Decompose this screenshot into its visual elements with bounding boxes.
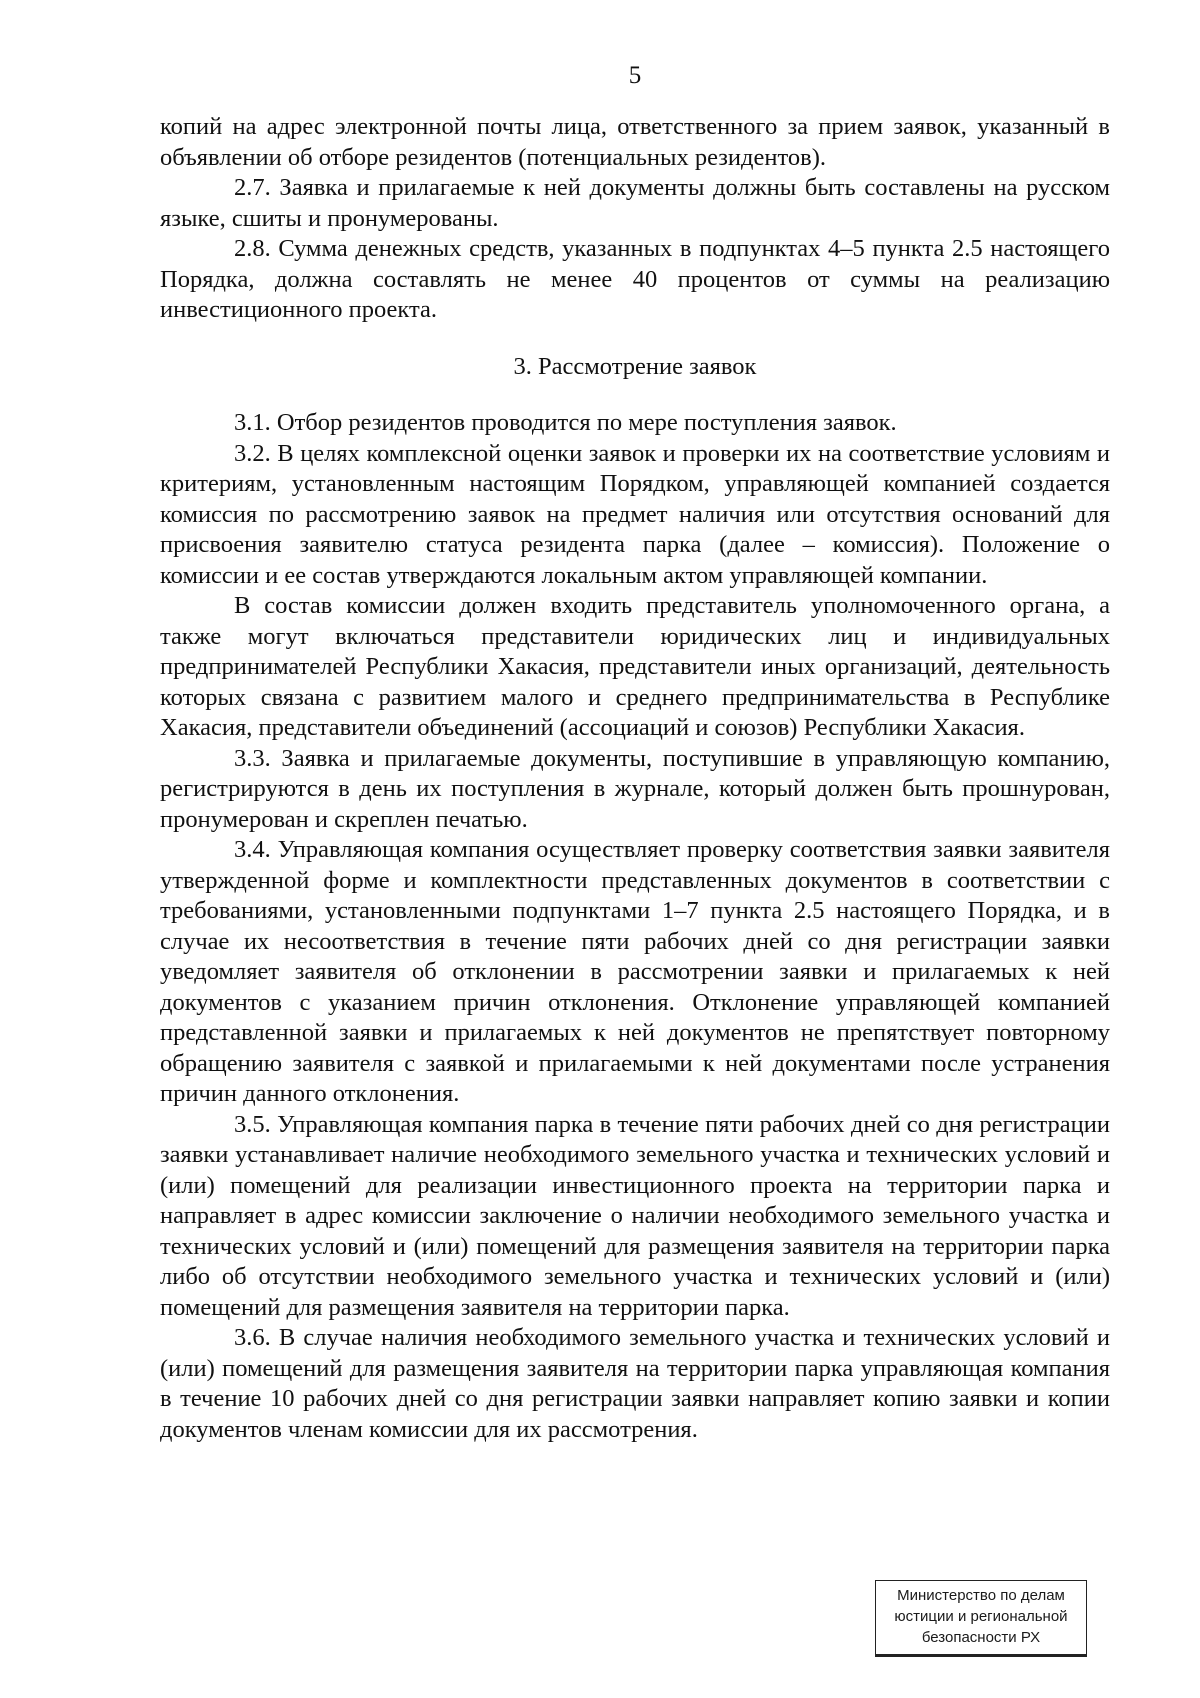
paragraph: 3.5. Управляющая компания парка в течение пяти рабочих дней со дня регистрации заявки устанавливает наличие необходимого земельного участка и технических условий и (или) помещений для реализации инвестиционного проекта на территории парка и направляет в адрес комиссии заключение о наличии необходимого земельного участка и технических условий и (или) помещений для размещения заявителя на территории парка либо об отсутствии необходимого земельного участка и технических условий и (или) помещений для размещения заявителя на территории парка. <box>160 1110 1110 1321</box>
stamp-line: юстиции и региональной <box>894 1608 1068 1625</box>
page-number: 5 <box>628 62 642 89</box>
paragraphs-section-3 <box>160 408 1110 1445</box>
paragraph: 2.7. Заявка и прилагаемые к ней документы должны быть составлены на русском языке, сшиты и пронумерованы. <box>160 174 1110 232</box>
paragraph: копий на адрес электронной почты лица, ответственного за прием заявок, указанный в объявлении об отборе резидентов (потенциальных резидентов). <box>160 113 1110 171</box>
paragraph: 2.8. Сумма денежных средств, указанных в подпунктах 4–5 пункта 2.5 настоящего Порядка, должна составлять не менее 40 процентов от суммы на реализацию инвестиционного проекта. <box>160 235 1110 323</box>
stamp-line: безопасности РХ <box>921 1629 1041 1646</box>
ministry-stamp <box>875 1580 1087 1657</box>
paragraph: 3.1. Отбор резидентов проводится по мере поступления заявок. <box>234 409 897 436</box>
document-body <box>160 112 1110 1445</box>
paragraph: 3.2. В целях комплексной оценки заявок и проверки их на соответствие условиям и критериям, установленным настоящим Порядком, управляющей компанией создается комиссия по рассмотрению заявок на предмет наличия или отсутствия оснований для присвоения заявителю статуса резидента парка (далее – комиссия). Положение о комиссии и ее состав утверждаются локальным актом управляющей компании. <box>160 439 1110 589</box>
paragraph: 3.6. В случае наличия необходимого земельного участка и технических условий и (или) помещений для размещения заявителя на территории парка управляющая компания в течение 10 рабочих дней со дня регистрации заявки направляет копию заявки и копии документов членам комиссии для их рассмотрения. <box>160 1324 1110 1443</box>
paragraph: 3.4. Управляющая компания осуществляет проверку соответствия заявки заявителя утвержденной форме и комплектности представленных документов в соответствии с требованиями, установленными подпунктами 1–7 пункта 2.5 настоящего Порядка, и в случае их несоответствия в течение пяти рабочих дней со дня регистрации заявки уведомляет заявителя об отклонении в рассмотрении заявки и прилагаемых к ней документов с указанием причин отклонения. Отклонение управляющей компанией представленной заявки и прилагаемых к ней документов не препятствует повторному обращению заявителя с заявкой и прилагаемыми к ней документами после устранения причин данного отклонения. <box>160 836 1110 1107</box>
paragraphs-section-2 <box>160 112 1110 326</box>
section-heading: 3. Рассмотрение заявок <box>513 352 757 380</box>
stamp-line: Министерство по делам <box>897 1587 1065 1604</box>
paragraph: В состав комиссии должен входить представитель уполномоченного органа, а также могут включаться представители юридических лиц и индивидуальных предпринимателей Республики Хакасия, представители иных организаций, деятельность которых связана с развитием малого и среднего предпринимательства в Республике Хакасия, представители объединений (ассоциаций и союзов) Республики Хакасия. <box>160 592 1110 741</box>
paragraph: 3.3. Заявка и прилагаемые документы, поступившие в управляющую компанию, регистрируются в день их поступления в журнале, который должен быть прошнурован, пронумерован и скреплен печатью. <box>160 744 1110 833</box>
